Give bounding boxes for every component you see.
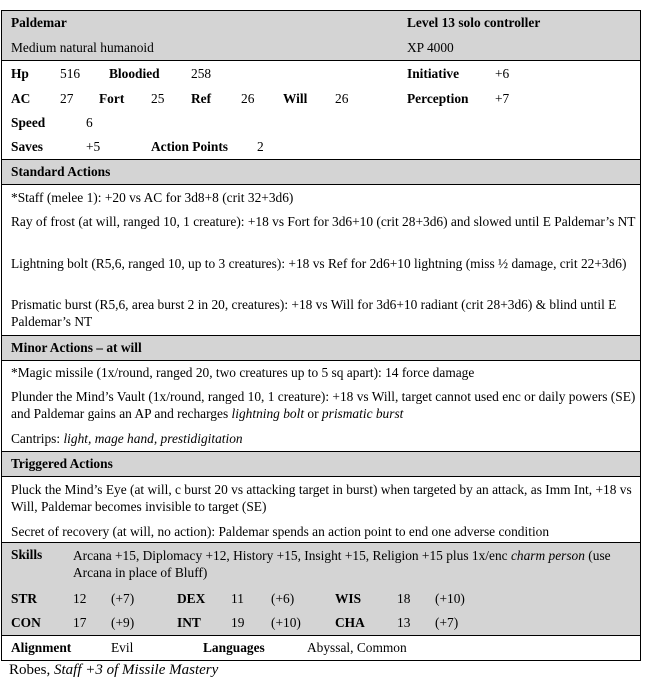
fort-label: Fort	[99, 91, 125, 106]
minor-actions-header	[1, 335, 641, 361]
perception-value: +7	[495, 91, 510, 106]
cha-value: 13	[397, 615, 411, 630]
will-value: 26	[335, 91, 349, 106]
initiative-label: Initiative	[407, 66, 460, 81]
equipment-line: Robes, Staff +3 of Missile Mastery	[9, 662, 219, 678]
ref-label: Ref	[191, 91, 212, 106]
minor-actions-title: Minor Actions – at will	[11, 340, 142, 355]
con-mod: (+9)	[111, 615, 135, 630]
int-value: 19	[231, 615, 245, 630]
action-secret-of-recovery: Secret of recovery (at will, no action): Paldemar spends an action point to end one adverse condition	[11, 524, 550, 539]
action-pluck-minds-eye: Pluck the Mind’s Eye (at will, c burst 20 vs attacking target in burst) when targeted by an attack, as Imm Int, +18 vs Will, Paldemar becomes invisible to target (SE)	[11, 482, 632, 514]
minor-actions-body	[1, 360, 641, 452]
triggered-actions-body	[1, 476, 641, 543]
action-ray-of-frost: Ray of frost (at will, ranged 10, 1 creature): +18 vs Fort for 3d6+10 (crit 28+3d6) and slowed until E Paldemar’s NT	[11, 214, 636, 229]
saves-label: Saves	[11, 139, 43, 154]
ref-value: 26	[241, 91, 255, 106]
monster-role: Level 13 solo controller	[407, 15, 541, 30]
saves-value: +5	[86, 139, 101, 154]
action-points-value: 2	[257, 139, 264, 154]
triggered-actions-title: Triggered Actions	[11, 456, 113, 471]
standard-actions-title: Standard Actions	[11, 164, 111, 179]
monster-name: Paldemar	[11, 15, 67, 30]
action-points-label: Action Points	[151, 139, 228, 154]
languages-value: Abyssal, Common	[307, 640, 407, 655]
speed-label: Speed	[11, 115, 46, 130]
initiative-value: +6	[495, 66, 510, 81]
alignment-value: Evil	[111, 640, 134, 655]
wis-label: WIS	[335, 591, 362, 606]
bloodied-label: Bloodied	[109, 66, 160, 81]
action-staff: *Staff (melee 1): +20 vs AC for 3d8+8 (crit 32+3d6)	[11, 190, 294, 205]
con-value: 17	[73, 615, 87, 630]
monster-type: Medium natural humanoid	[11, 40, 154, 55]
str-label: STR	[11, 591, 38, 606]
wis-value: 18	[397, 591, 411, 606]
int-mod: (+10)	[271, 615, 301, 630]
fort-value: 25	[151, 91, 165, 106]
alignment-label: Alignment	[11, 640, 72, 655]
hp-label: Hp	[11, 66, 29, 81]
dex-mod: (+6)	[271, 591, 295, 606]
perception-label: Perception	[407, 91, 469, 106]
ac-label: AC	[11, 91, 31, 106]
skills-list: Arcana +15, Diplomacy +12, History +15, Insight +15, Religion +15 plus 1x/enc charm person (use Arcana in place of Bluff)	[73, 548, 611, 580]
str-value: 12	[73, 591, 87, 606]
cha-mod: (+7)	[435, 615, 459, 630]
ac-value: 27	[60, 91, 74, 106]
stats-section	[1, 60, 641, 160]
str-mod: (+7)	[111, 591, 135, 606]
triggered-actions-header	[1, 451, 641, 477]
hp-value: 516	[60, 66, 81, 81]
action-lightning-bolt: Lightning bolt (R5,6, ranged 10, up to 3 creatures): +18 vs Ref for 2d6+10 lightning (miss ½ damage, crit 22+3d6)	[11, 256, 627, 271]
int-label: INT	[177, 615, 201, 630]
skills-abilities-section	[1, 542, 641, 636]
standard-actions-header	[1, 159, 641, 185]
cha-label: CHA	[335, 615, 365, 630]
bloodied-value: 258	[191, 66, 212, 81]
action-magic-missile: *Magic missile (1x/round, ranged 20, two creatures up to 5 sq apart): 14 force damage	[11, 365, 475, 380]
will-label: Will	[283, 91, 308, 106]
dex-value: 11	[231, 591, 244, 606]
wis-mod: (+10)	[435, 591, 465, 606]
action-prismatic-burst: Prismatic burst (R5,6, area burst 2 in 20, creatures): +18 vs Will for 3d6+10 radiant (crit 28+3d6) & blind until E Paldemar’s NT	[11, 297, 617, 329]
languages-label: Languages	[203, 640, 265, 655]
dex-label: DEX	[177, 591, 206, 606]
action-plunder-minds-vault: Plunder the Mind’s Vault (1x/round, ranged 10, 1 creature): +18 vs Will, target cannot used enc or daily powers (SE) and Paldemar gains an AP and recharges lightning bolt or prismatic burst	[11, 389, 636, 421]
header-section	[1, 10, 641, 61]
alignment-section	[1, 635, 641, 661]
monster-xp: XP 4000	[407, 40, 454, 55]
skills-label: Skills	[11, 547, 43, 562]
speed-value: 6	[86, 115, 93, 130]
cantrips: Cantrips: light, mage hand, prestidigitation	[11, 431, 243, 446]
con-label: CON	[11, 615, 41, 630]
standard-actions-body	[1, 184, 641, 336]
